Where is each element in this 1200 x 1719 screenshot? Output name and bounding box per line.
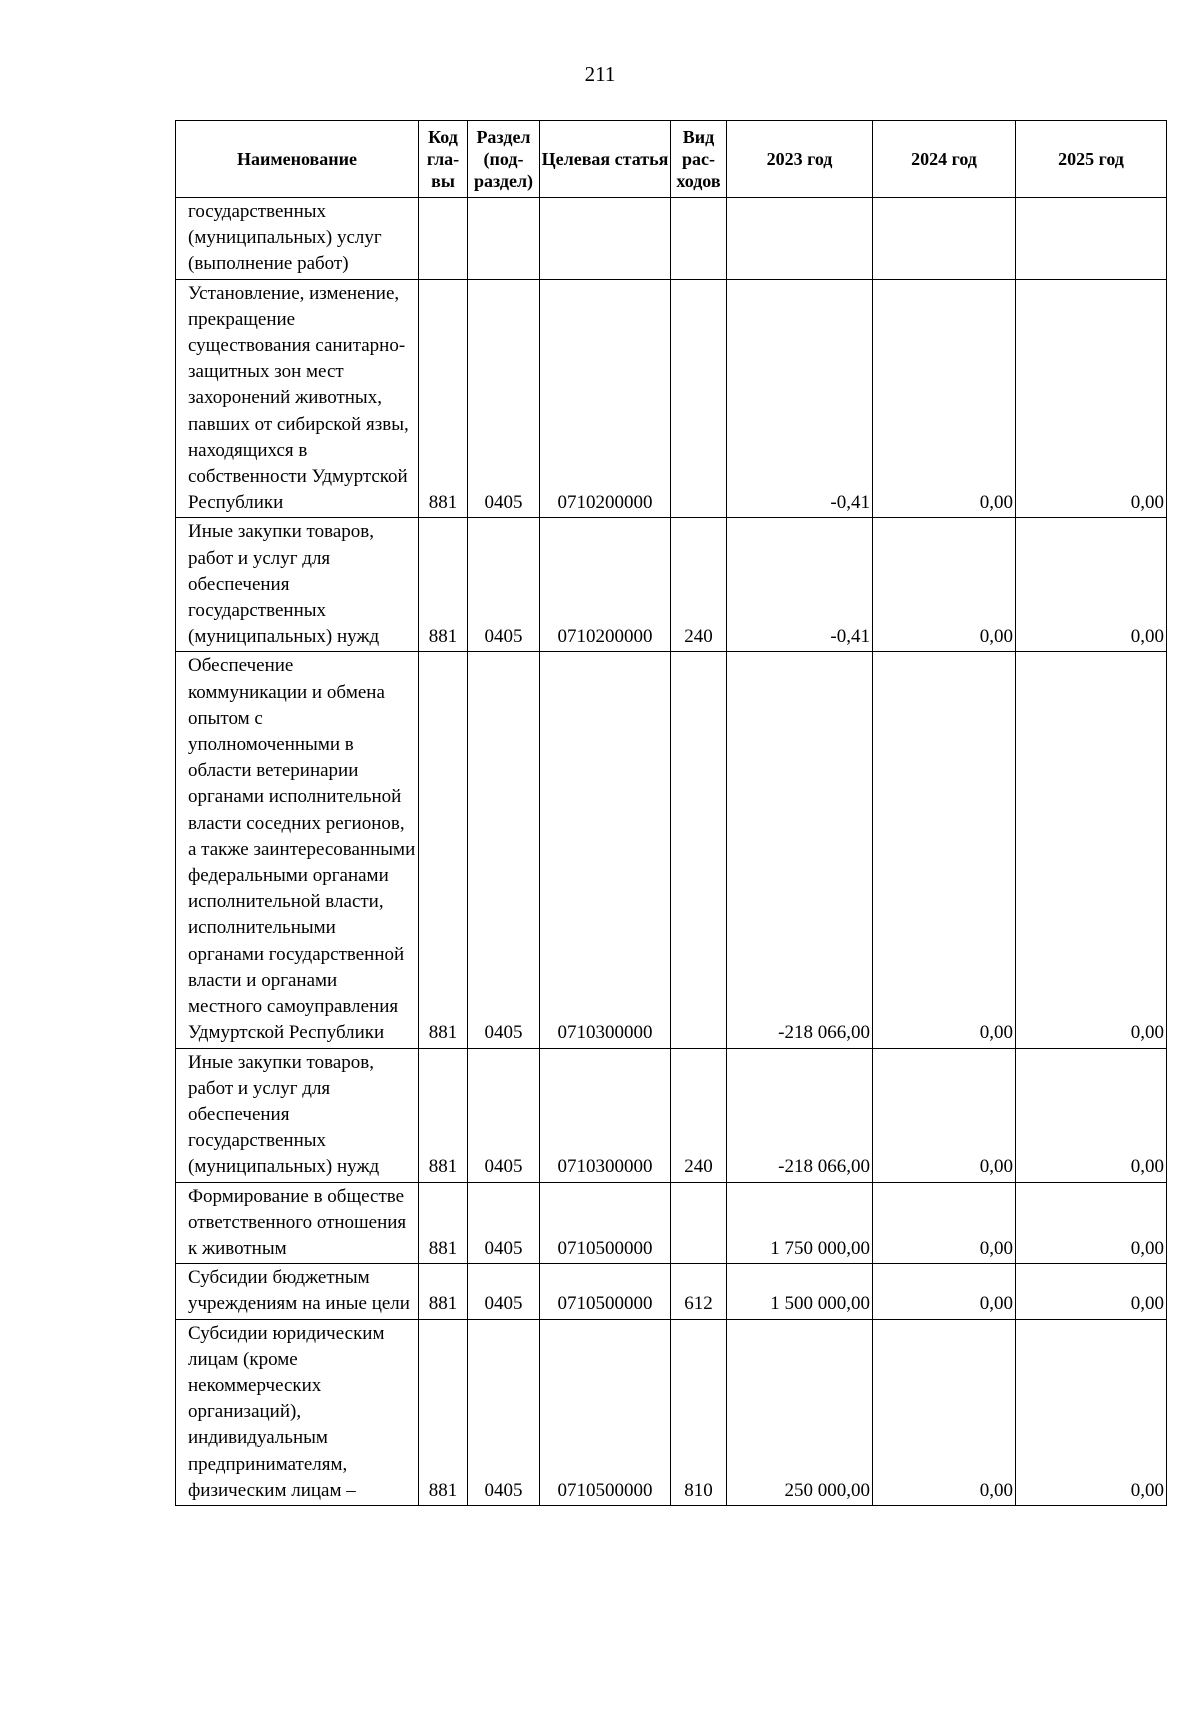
table-row bbox=[176, 198, 1167, 280]
row-target: 0710200000 bbox=[540, 518, 671, 652]
row-name: государственных (муниципальных) услуг (выполнение работ) bbox=[176, 198, 419, 280]
row-name: Субсидии бюджетным учреждениям на иные цели bbox=[176, 1264, 419, 1319]
table-row bbox=[176, 279, 1167, 518]
row-section: 0405 bbox=[468, 652, 540, 1048]
row-2025: 0,00 bbox=[1016, 1264, 1167, 1319]
table-row bbox=[176, 518, 1167, 652]
row-target: 0710500000 bbox=[540, 1319, 671, 1505]
row-target: 0710300000 bbox=[540, 652, 671, 1048]
table-row bbox=[176, 1264, 1167, 1319]
header-code: Код гла-вы bbox=[419, 121, 468, 198]
row-2025: 0,00 bbox=[1016, 1319, 1167, 1505]
row-code: 881 bbox=[419, 1048, 468, 1182]
header-2024: 2024 год bbox=[873, 121, 1016, 198]
row-type bbox=[671, 1182, 727, 1264]
table-row bbox=[176, 652, 1167, 1048]
row-type bbox=[671, 198, 727, 280]
header-type: Вид рас-ходов bbox=[671, 121, 727, 198]
row-2025 bbox=[1016, 198, 1167, 280]
row-name: Субсидии юридическим лицам (кроме некоммерческих организаций), индивидуальным предпринимателям, физическим лицам – bbox=[176, 1319, 419, 1505]
table-row bbox=[176, 1048, 1167, 1182]
row-name: Иные закупки товаров, работ и услуг для обеспечения государственных (муниципальных) нужд bbox=[176, 518, 419, 652]
header-target: Целевая статья bbox=[540, 121, 671, 198]
row-type: 240 bbox=[671, 1048, 727, 1182]
row-section: 0405 bbox=[468, 279, 540, 518]
row-2025: 0,00 bbox=[1016, 1182, 1167, 1264]
row-type: 612 bbox=[671, 1264, 727, 1319]
budget-table bbox=[175, 120, 1167, 1506]
row-2025: 0,00 bbox=[1016, 279, 1167, 518]
row-name: Обеспечение коммуникации и обмена опытом с уполномоченными в области ветеринарии органами исполнительной власти соседних регионов, а также заинтересованными федеральными органами исполнительной власти, исполнительными органами государственной власти и органами местного самоуправления Удмуртской Республики bbox=[176, 652, 419, 1048]
table-row bbox=[176, 1319, 1167, 1505]
row-target: 0710500000 bbox=[540, 1264, 671, 1319]
row-section bbox=[468, 198, 540, 280]
table-header-row bbox=[176, 121, 1167, 198]
header-section: Раздел (под-раздел) bbox=[468, 121, 540, 198]
row-name: Иные закупки товаров, работ и услуг для обеспечения государственных (муниципальных) нужд bbox=[176, 1048, 419, 1182]
row-2024: 0,00 bbox=[873, 1319, 1016, 1505]
header-2025: 2025 год bbox=[1016, 121, 1167, 198]
row-2024: 0,00 bbox=[873, 518, 1016, 652]
row-code: 881 bbox=[419, 652, 468, 1048]
row-section: 0405 bbox=[468, 1048, 540, 1182]
row-2023: 1 500 000,00 bbox=[727, 1264, 873, 1319]
row-2023: -218 066,00 bbox=[727, 652, 873, 1048]
row-target: 0710200000 bbox=[540, 279, 671, 518]
row-name: Формирование в обществе ответственного отношения к животным bbox=[176, 1182, 419, 1264]
row-2023: 250 000,00 bbox=[727, 1319, 873, 1505]
row-code: 881 bbox=[419, 279, 468, 518]
row-name: Установление, изменение, прекращение существования санитарно-защитных зон мест захоронений животных, павших от сибирской язвы, находящихся в собственности Удмуртской Республики bbox=[176, 279, 419, 518]
row-code bbox=[419, 198, 468, 280]
page-number: 211 bbox=[584, 62, 616, 86]
row-2023: 1 750 000,00 bbox=[727, 1182, 873, 1264]
row-code: 881 bbox=[419, 1264, 468, 1319]
row-2024 bbox=[873, 198, 1016, 280]
row-2023: -0,41 bbox=[727, 279, 873, 518]
row-type: 240 bbox=[671, 518, 727, 652]
table-row bbox=[176, 1182, 1167, 1264]
row-2023: -0,41 bbox=[727, 518, 873, 652]
row-section: 0405 bbox=[468, 1182, 540, 1264]
row-2024: 0,00 bbox=[873, 652, 1016, 1048]
row-2023: -218 066,00 bbox=[727, 1048, 873, 1182]
row-code: 881 bbox=[419, 1319, 468, 1505]
row-2024: 0,00 bbox=[873, 279, 1016, 518]
row-target: 0710300000 bbox=[540, 1048, 671, 1182]
header-name: Наименование bbox=[176, 121, 419, 198]
row-2024: 0,00 bbox=[873, 1182, 1016, 1264]
row-target: 0710500000 bbox=[540, 1182, 671, 1264]
row-type bbox=[671, 279, 727, 518]
row-section: 0405 bbox=[468, 1319, 540, 1505]
row-2023 bbox=[727, 198, 873, 280]
row-2025: 0,00 bbox=[1016, 652, 1167, 1048]
row-code: 881 bbox=[419, 1182, 468, 1264]
row-type bbox=[671, 652, 727, 1048]
row-2024: 0,00 bbox=[873, 1264, 1016, 1319]
row-2025: 0,00 bbox=[1016, 1048, 1167, 1182]
row-section: 0405 bbox=[468, 518, 540, 652]
header-2023: 2023 год bbox=[727, 121, 873, 198]
row-code: 881 bbox=[419, 518, 468, 652]
row-2025: 0,00 bbox=[1016, 518, 1167, 652]
row-section: 0405 bbox=[468, 1264, 540, 1319]
row-2024: 0,00 bbox=[873, 1048, 1016, 1182]
row-target bbox=[540, 198, 671, 280]
row-type: 810 bbox=[671, 1319, 727, 1505]
